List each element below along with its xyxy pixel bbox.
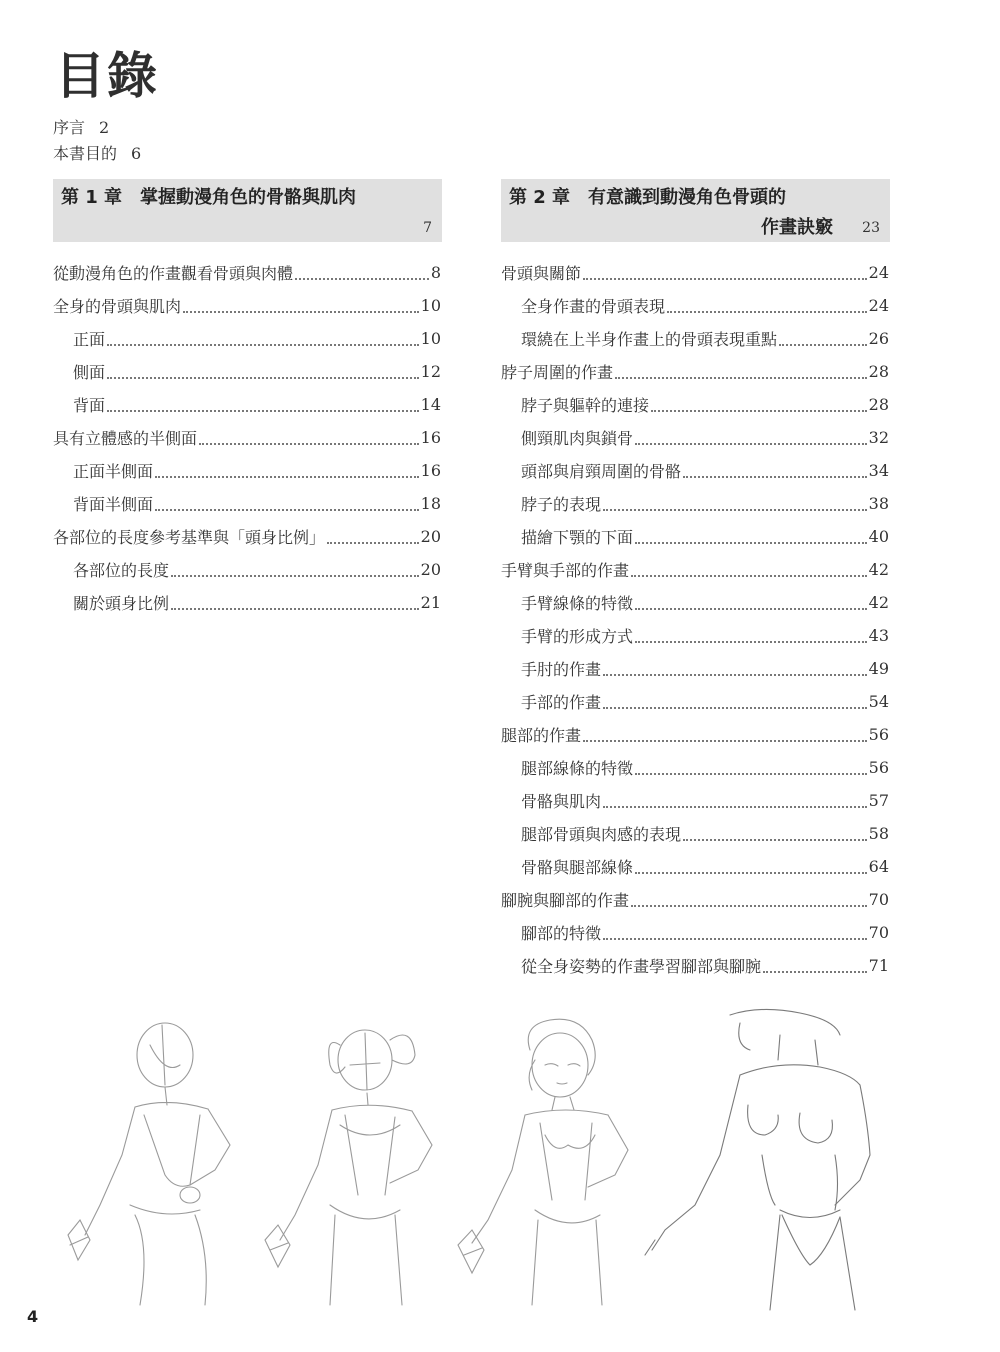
dot-leader xyxy=(199,431,419,445)
toc-subentry[interactable] xyxy=(501,850,889,883)
dot-leader xyxy=(295,266,429,280)
figure-sketches xyxy=(40,1005,920,1315)
sketch-twintail-figure xyxy=(265,1030,432,1305)
entry-page: 20 xyxy=(420,527,441,546)
toc-subentry[interactable] xyxy=(501,949,889,982)
entry-label: 正面半側面 xyxy=(73,462,154,481)
entry-label: 腿部骨頭與肉感的表現 xyxy=(521,825,682,844)
entry-page: 54 xyxy=(868,692,889,711)
entry-label: 具有立體感的半側面 xyxy=(53,429,198,448)
toc-subentry[interactable] xyxy=(501,685,889,718)
entry-page: 6 xyxy=(131,144,142,163)
toc-subentry[interactable] xyxy=(53,487,441,520)
entry-page: 34 xyxy=(868,461,889,480)
toc-entry[interactable] xyxy=(53,289,441,322)
toc-entry[interactable] xyxy=(53,520,441,553)
toc-subentry[interactable] xyxy=(501,487,889,520)
entry-label: 側面 xyxy=(73,363,106,382)
entry-page: 8 xyxy=(430,263,441,282)
toc-subentry[interactable] xyxy=(501,586,889,619)
dot-leader xyxy=(615,365,867,379)
dot-leader xyxy=(603,926,867,940)
toc-subentry[interactable] xyxy=(501,916,889,949)
entry-label: 正面 xyxy=(73,330,106,349)
toc-subentry[interactable] xyxy=(53,553,441,586)
entry-page: 64 xyxy=(868,857,889,876)
toc-entry[interactable] xyxy=(501,553,889,586)
dot-leader xyxy=(779,332,867,346)
dot-leader xyxy=(635,629,867,643)
entry-page: 57 xyxy=(868,791,889,810)
entry-label: 全身的骨頭與肌肉 xyxy=(53,297,182,316)
dot-leader xyxy=(667,299,867,313)
entry-page: 28 xyxy=(868,362,889,381)
toc-subentry[interactable] xyxy=(501,619,889,652)
entry-page: 21 xyxy=(420,593,441,612)
entry-page: 28 xyxy=(868,395,889,414)
toc-entry[interactable] xyxy=(53,256,441,289)
entry-label: 骨頭與關節 xyxy=(501,264,582,283)
entry-label: 手臂與手部的作畫 xyxy=(501,561,630,580)
entry-page: 10 xyxy=(420,296,441,315)
dot-leader xyxy=(635,530,867,544)
toc-entry-book-purpose[interactable] xyxy=(53,142,141,166)
dot-leader xyxy=(107,398,419,412)
entry-label: 骨骼與肌肉 xyxy=(521,792,602,811)
dot-leader xyxy=(651,398,867,412)
entry-label: 腳部的特徵 xyxy=(521,924,602,943)
entry-page: 43 xyxy=(868,626,889,645)
entry-label: 手臂線條的特徵 xyxy=(521,594,634,613)
dot-leader xyxy=(631,893,867,907)
entry-page: 56 xyxy=(868,758,889,777)
entry-page: 56 xyxy=(868,725,889,744)
dot-leader xyxy=(171,596,419,610)
chapter-1-page: 7 xyxy=(423,220,432,236)
sketch-skeleton-figure xyxy=(68,1023,230,1305)
toc-subentry[interactable] xyxy=(501,289,889,322)
toc-entry[interactable] xyxy=(501,256,889,289)
dot-leader xyxy=(583,728,867,742)
toc-entry[interactable] xyxy=(53,421,441,454)
dot-leader xyxy=(763,959,867,973)
toc-subentry[interactable] xyxy=(501,388,889,421)
dot-leader xyxy=(683,827,867,841)
chapter-2-title-line2: 作畫訣竅 xyxy=(761,217,833,238)
toc-subentry[interactable] xyxy=(501,520,889,553)
chapter-2-header[interactable] xyxy=(501,179,890,242)
entry-page: 42 xyxy=(868,593,889,612)
toc-entry-preface[interactable] xyxy=(53,116,109,140)
entry-label: 序言 xyxy=(53,118,86,137)
entry-page: 24 xyxy=(868,263,889,282)
entry-label: 頭部與肩頸周圍的骨骼 xyxy=(521,462,682,481)
entry-page: 16 xyxy=(420,428,441,447)
toc-entry[interactable] xyxy=(501,355,889,388)
toc-subentry[interactable] xyxy=(53,388,441,421)
dot-leader xyxy=(327,530,419,544)
sketch-detailed-figure xyxy=(458,1019,628,1305)
entry-page: 18 xyxy=(420,494,441,513)
entry-page: 58 xyxy=(868,824,889,843)
toc-entry[interactable] xyxy=(501,883,889,916)
dot-leader xyxy=(603,662,867,676)
toc-subentry[interactable] xyxy=(53,322,441,355)
entry-label: 脖子的表現 xyxy=(521,495,602,514)
entry-label: 全身作畫的骨頭表現 xyxy=(521,297,666,316)
entry-label: 從動漫角色的作畫觀看骨頭與肉體 xyxy=(53,264,294,283)
entry-label: 腿部的作畫 xyxy=(501,726,582,745)
entry-page: 40 xyxy=(868,527,889,546)
toc-subentry[interactable] xyxy=(53,586,441,619)
entry-page: 24 xyxy=(868,296,889,315)
entry-page: 14 xyxy=(420,395,441,414)
dot-leader xyxy=(183,299,419,313)
entry-page: 49 xyxy=(868,659,889,678)
entry-label: 各部位的長度 xyxy=(73,561,170,580)
entry-label: 手臂的形成方式 xyxy=(521,627,634,646)
entry-label: 各部位的長度參考基準與「頭身比例」 xyxy=(53,528,326,547)
toc-subentry[interactable] xyxy=(501,322,889,355)
entry-label: 脖子周圍的作畫 xyxy=(501,363,614,382)
chapter-2-title-line1: 第 2 章 有意識到動漫角色骨頭的 xyxy=(509,187,787,208)
chapter-1-header[interactable] xyxy=(53,179,442,242)
entry-page: 2 xyxy=(99,118,110,137)
toc-subentry[interactable] xyxy=(501,784,889,817)
page-title: 目錄 xyxy=(55,47,159,105)
entry-page: 12 xyxy=(420,362,441,381)
toc-subentry[interactable] xyxy=(501,817,889,850)
entry-label: 關於頭身比例 xyxy=(73,594,170,613)
entry-page: 32 xyxy=(868,428,889,447)
dot-leader xyxy=(635,860,867,874)
sketch-final-figure xyxy=(645,1009,870,1310)
entry-page: 16 xyxy=(420,461,441,480)
dot-leader xyxy=(603,695,867,709)
entry-label: 骨骼與腿部線條 xyxy=(521,858,634,877)
toc-subentry[interactable] xyxy=(501,652,889,685)
chapter-2-entries xyxy=(501,256,889,982)
toc-entry[interactable] xyxy=(501,718,889,751)
chapter-1-entries xyxy=(53,256,441,619)
entry-label: 從全身姿勢的作畫學習腳部與腳腕 xyxy=(521,957,762,976)
toc-subentry[interactable] xyxy=(501,421,889,454)
toc-subentry[interactable] xyxy=(501,454,889,487)
toc-subentry[interactable] xyxy=(501,751,889,784)
dot-leader xyxy=(107,332,419,346)
dot-leader xyxy=(155,464,419,478)
dot-leader xyxy=(171,563,419,577)
entry-page: 42 xyxy=(868,560,889,579)
entry-label: 腿部線條的特徵 xyxy=(521,759,634,778)
entry-label: 腳腕與腳部的作畫 xyxy=(501,891,630,910)
entry-label: 本書目的 xyxy=(53,144,118,163)
entry-page: 71 xyxy=(868,956,889,975)
entry-label: 背面半側面 xyxy=(73,495,154,514)
entry-label: 手肘的作畫 xyxy=(521,660,602,679)
dot-leader xyxy=(635,761,867,775)
toc-subentry[interactable] xyxy=(53,355,441,388)
dot-leader xyxy=(631,563,867,577)
chapter-2-page: 23 xyxy=(862,220,880,236)
entry-page: 70 xyxy=(868,890,889,909)
dot-leader xyxy=(603,794,867,808)
entry-page: 10 xyxy=(420,329,441,348)
entry-page: 26 xyxy=(868,329,889,348)
entry-page: 70 xyxy=(868,923,889,942)
dot-leader xyxy=(155,497,419,511)
toc-subentry[interactable] xyxy=(53,454,441,487)
chapter-1-title: 第 1 章 掌握動漫角色的骨骼與肌肉 xyxy=(61,187,357,208)
page-number: 4 xyxy=(27,1307,39,1326)
entry-label: 背面 xyxy=(73,396,106,415)
dot-leader xyxy=(683,464,867,478)
entry-label: 手部的作畫 xyxy=(521,693,602,712)
dot-leader xyxy=(583,266,867,280)
entry-label: 側頸肌肉與鎖骨 xyxy=(521,429,634,448)
dot-leader xyxy=(635,431,867,445)
entry-page: 38 xyxy=(868,494,889,513)
entry-label: 脖子與軀幹的連接 xyxy=(521,396,650,415)
dot-leader xyxy=(107,365,419,379)
entry-label: 描繪下顎的下面 xyxy=(521,528,634,547)
dot-leader xyxy=(603,497,867,511)
entry-label: 環繞在上半身作畫上的骨頭表現重點 xyxy=(521,330,778,349)
dot-leader xyxy=(635,596,867,610)
entry-page: 20 xyxy=(420,560,441,579)
